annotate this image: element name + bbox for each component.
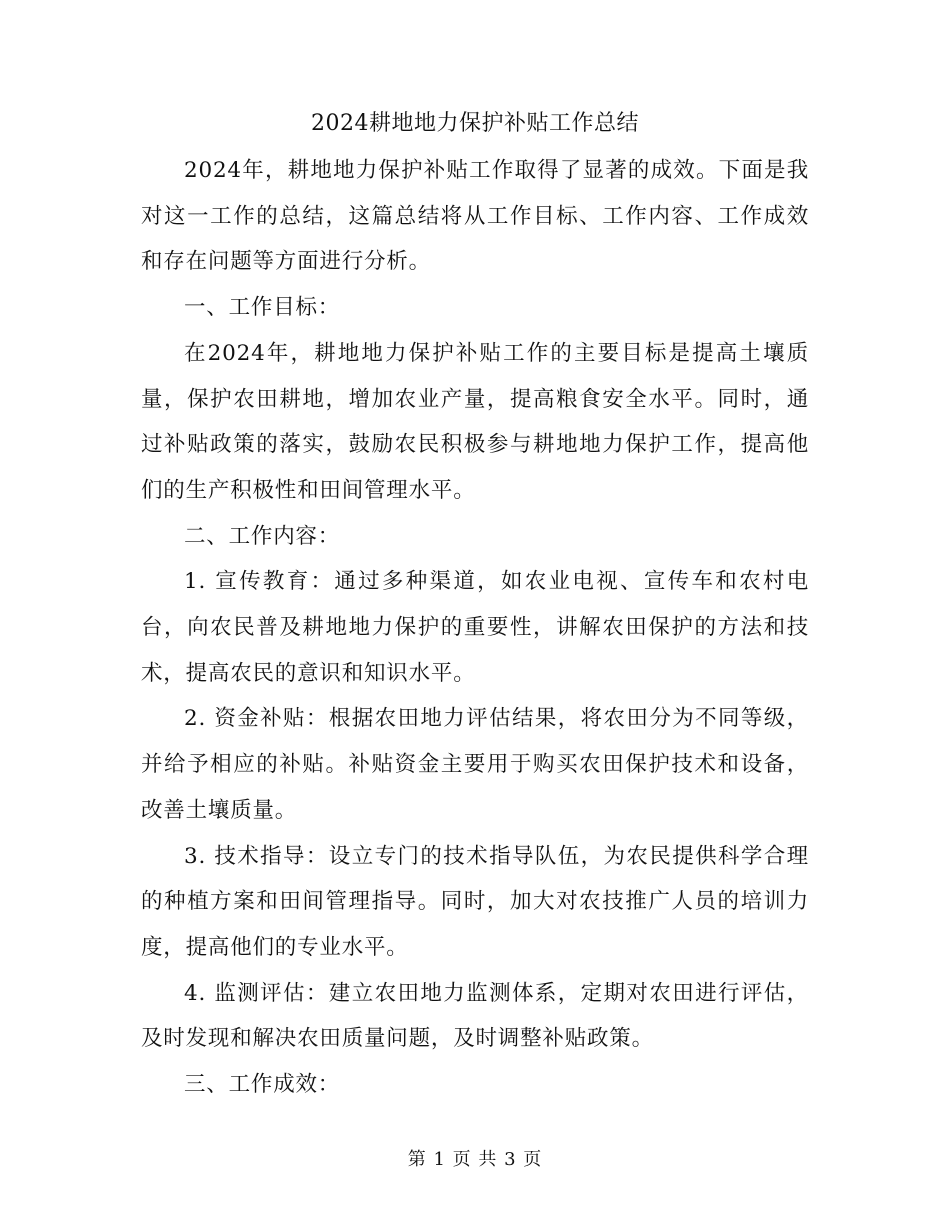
heading-work-results: 三、工作成效： [184, 1072, 341, 1098]
paragraph-item-3: 3. 技术指导：设立专门的技术指导队伍，为农民提供科学合理的种植方案和田间管理指导。同时，加大对农技推广人员的培训力度，提高他们的专业水平。 [141, 843, 809, 960]
paragraph-work-goals: 在2024年，耕地地力保护补贴工作的主要目标是提高土壤质量，保护农田耕地，增加农业产量，提高粮食安全水平。同时，通过补贴政策的落实，鼓励农民积极参与耕地地力保护工作，提高他们的生产积极性和田间管理水平。 [141, 340, 809, 503]
page-footer: 第 1 页 共 3 页 [407, 1149, 543, 1170]
heading-work-content: 二、工作内容： [184, 523, 341, 549]
paragraph-intro: 2024年，耕地地力保护补贴工作取得了显著的成效。下面是我对这一工作的总结，这篇总结将从工作目标、工作内容、工作成效和存在问题等方面进行分析。 [141, 158, 809, 275]
document-title: 2024耕地地力保护补贴工作总结 [311, 111, 639, 136]
paragraph-item-2: 2. 资金补贴：根据农田地力评估结果，将农田分为不同等级，并给予相应的补贴。补贴资金主要用于购买农田保护技术和设备，改善土壤质量。 [141, 706, 809, 823]
document-body [141, 148, 809, 1108]
paragraph-item-4: 4. 监测评估：建立农田地力监测体系，定期对农田进行评估，及时发现和解决农田质量问题，及时调整补贴政策。 [141, 980, 809, 1052]
paragraph-item-1: 1. 宣传教育：通过多种渠道，如农业电视、宣传车和农村电台，向农民普及耕地地力保护的重要性，讲解农田保护的方法和技术，提高农民的意识和知识水平。 [141, 569, 809, 686]
heading-work-goals: 一、工作目标： [184, 295, 341, 321]
